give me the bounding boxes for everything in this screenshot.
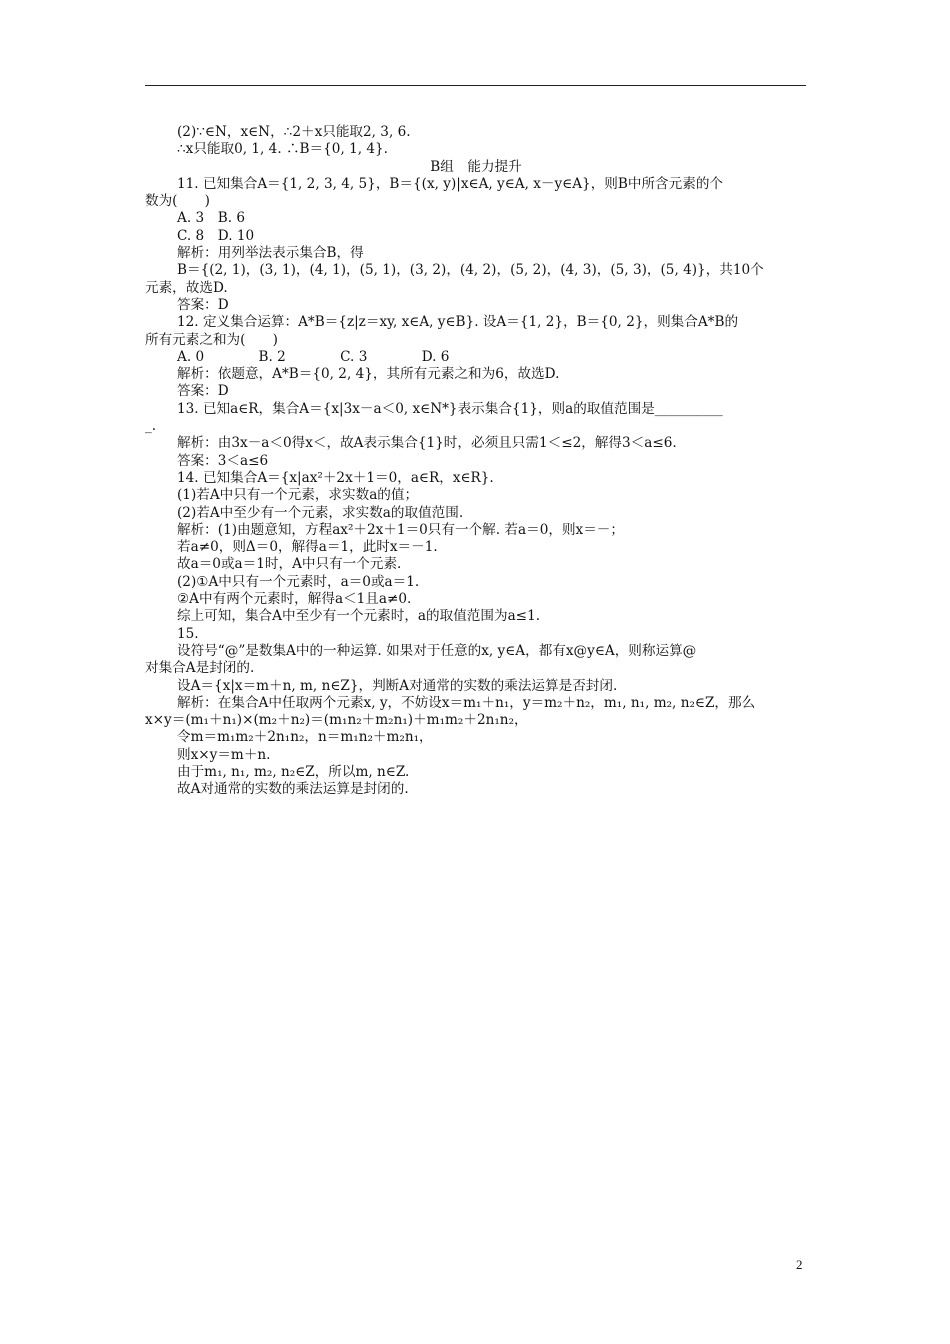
text-line: x×y＝(m₁＋n₁)×(m₂＋n₂)＝(m₁n₂＋m₂n₁)＋m₁m₂＋2n₁n₂，: [145, 712, 528, 729]
text-line: (2)若A中至少有一个元素，求实数a的取值范围.: [177, 504, 464, 521]
text-line: 答案：3＜a≤6: [177, 452, 269, 469]
text-line: 解析：依题意，A*B＝{0, 2, 4}，其所有元素之和为6，故选D.: [177, 366, 560, 383]
text-line: B组 能力提升: [430, 158, 522, 175]
document-body: [145, 124, 807, 799]
text-line: 综上可知，集合A中至少有一个元素时，a的取值范围为a≤1.: [177, 608, 541, 625]
text-line: 13. 已知a∈R，集合A＝{x|3x－a＜0, x∈N*}表示集合{1}，则a的取值范围是__________: [177, 400, 723, 417]
text-line: 则x×y＝m＋n.: [177, 746, 271, 763]
text-line: 解析：在集合A中任取两个元素x, y，不妨设x＝m₁＋n₁，y＝m₂＋n₂，m₁, n₁, m₂, n₂∈Z，那么: [177, 694, 756, 711]
text-line: C. 8 D. 10: [177, 227, 255, 244]
text-line: 所有元素之和为( ): [145, 331, 278, 348]
text-line: 设符号“@”是数集A中的一种运算. 如果对于任意的x, y∈A，都有x@y∈A，则称运算@: [177, 642, 697, 659]
text-line: _.: [145, 418, 157, 435]
text-line: 故a＝0或a＝1时，A中只有一个元素.: [177, 556, 402, 573]
text-line: 11. 已知集合A＝{1, 2, 3, 4, 5}，B＝{(x, y)|x∈A, y∈A, x－y∈A}，则B中所含元素的个: [177, 175, 724, 192]
text-line: 令m＝m₁m₂＋2n₁n₂，n＝m₁n₂＋m₂n₁，: [177, 729, 433, 746]
text-line: (2)∵∈N，x∈N，∴2＋x只能取2, 3, 6.: [177, 124, 411, 140]
text-line: A. 0 B. 2 C. 3 D. 6: [177, 348, 450, 365]
text-line: 15.: [177, 625, 199, 642]
text-line: (1)若A中只有一个元素，求实数a的值；: [177, 487, 419, 504]
text-line: 元素，故选D.: [145, 279, 228, 296]
text-line: 解析：用列举法表示集合B，得: [177, 245, 364, 262]
text-line: 故A对通常的实数的乘法运算是封闭的.: [177, 781, 409, 798]
text-line: 答案：D: [177, 296, 229, 313]
text-line: 对集合A是封闭的.: [145, 660, 255, 677]
text-line: 设A＝{x|x＝m＋n, m, n∈Z}，判断A对通常的实数的乘法运算是否封闭.: [177, 677, 618, 694]
text-line: 由于m₁, n₁, m₂, n₂∈Z，所以m, n∈Z.: [177, 763, 410, 780]
text-line: (2)①A中只有一个元素时，a＝0或a＝1.: [177, 573, 420, 590]
text-line: 若a≠0，则Δ＝0，解得a＝1，此时x＝－1.: [177, 539, 438, 556]
text-line: A. 3 B. 6: [177, 210, 245, 227]
text-line: 解析：由3x－a＜0得x＜，故A表示集合{1}时，必须且只需1＜≤2，解得3＜a≤6.: [177, 435, 677, 452]
text-line: ②A中有两个元素时，解得a＜1且a≠0.: [177, 591, 412, 608]
page-number: 2: [796, 1257, 803, 1272]
text-line: 12. 定义集合运算：A*B＝{z|z＝xy, x∈A, y∈B}. 设A＝{1, 2}，B＝{0, 2}，则集合A*B的: [177, 314, 739, 331]
text-line: 解析：(1)由题意知，方程ax²＋2x＋1＝0只有一个解. 若a＝0，则x＝－；: [177, 521, 624, 538]
text-line: B＝{(2, 1)，(3, 1)，(4, 1)，(5, 1)，(3, 2)，(4, 2)，(5, 2)，(4, 3)，(5, 3)，(5, 4)}，共10个: [177, 262, 764, 279]
text-line: 14. 已知集合A＝{x|ax²＋2x＋1＝0，a∈R，x∈R}.: [177, 469, 494, 486]
header-rule: [145, 85, 806, 86]
text-line: 数为( ): [145, 193, 210, 210]
text-line: 答案：D: [177, 383, 229, 400]
text-line: ∴x只能取0, 1, 4. ∴B＝{0, 1, 4}.: [177, 141, 388, 158]
